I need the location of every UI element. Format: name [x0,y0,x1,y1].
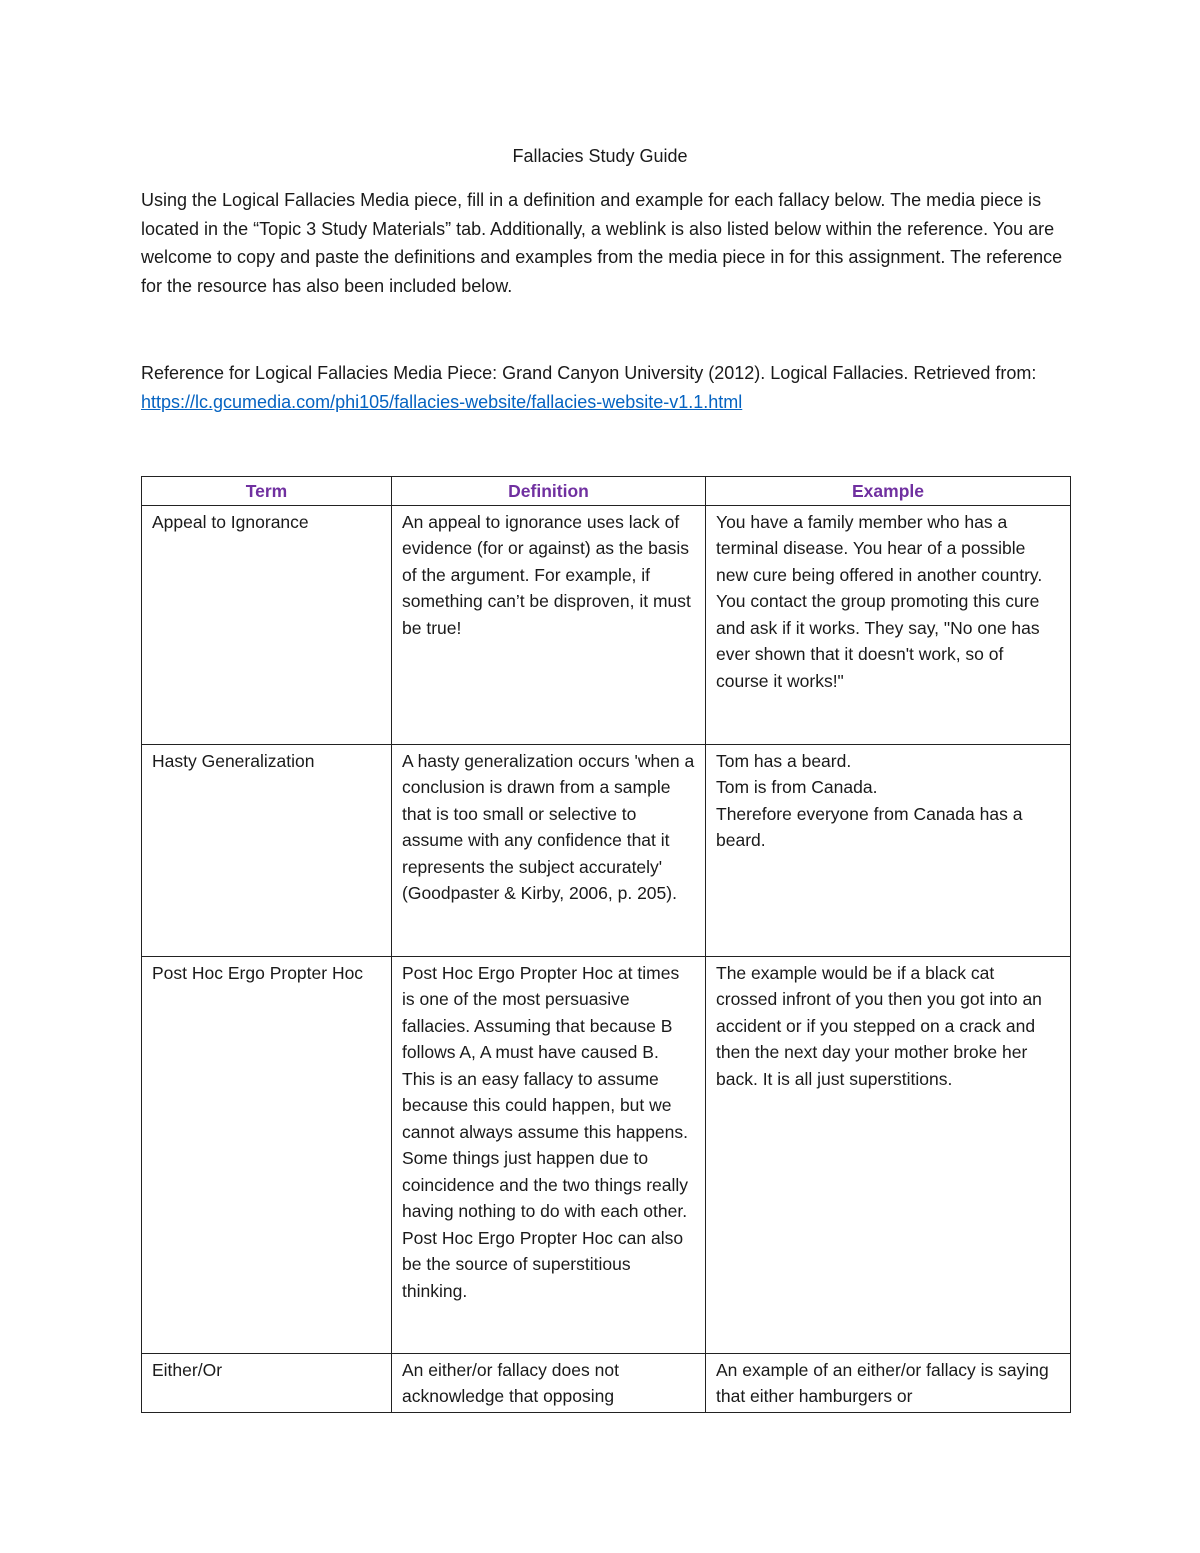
definition-cell: An either/or fallacy does not acknowledge that opposing [392,1353,706,1412]
header-term: Term [142,477,392,506]
example-cell: The example would be if a black cat crossed infront of you then you got into an accident or if you stepped on a crack and then the next day your mother broke her back. It is all just superstitions. [706,956,1071,1353]
definition-cell: Post Hoc Ergo Propter Hoc at times is one of the most persuasive fallacies. Assuming that because B follows A, A must have caused B. This is an easy fallacy to assume because this could happen, but we cannot always assume this happens. Some things just happen due to coincidence and the two things really having nothing to do with each other. Post Hoc Ergo Propter Hoc can also be the source of superstitious thinking. [392,956,706,1353]
table-header-row [142,477,1071,506]
term-cell: Appeal to Ignorance [142,505,392,744]
table-row [142,744,1071,956]
reference-text: Reference for Logical Fallacies Media Piece: Grand Canyon University (2012). Logical Fallacies. Retrieved from: [141,363,1037,383]
intro-paragraph: Using the Logical Fallacies Media piece, fill in a definition and example for each fallacy below. The media piece is located in the “Topic 3 Study Materials” tab. Additionally, a weblink is also listed below within the reference. You are welcome to copy and paste the definitions and examples from the media piece in for this assignment. The reference for the resource has also been included below. [141,190,1063,297]
example-cell: You have a family member who has a terminal disease. You hear of a possible new cure being offered in another country. You contact the group promoting this cure and ask if it works. They say, "No one has ever shown that it doesn't work, so of course it works!" [706,505,1071,744]
term-cell: Post Hoc Ergo Propter Hoc [142,956,392,1353]
example-cell: An example of an either/or fallacy is saying that either hamburgers or [706,1353,1071,1412]
definition-cell: An appeal to ignorance uses lack of evidence (for or against) as the basis of the argument. For example, if something can’t be disproven, it must be true! [392,505,706,744]
document-title: Fallacies Study Guide [512,146,688,166]
fallacies-table [141,476,1071,1413]
table-row [142,505,1071,744]
reference-link[interactable]: https://lc.gcumedia.com/phi105/fallacies-website/fallacies-website-v1.1.html [141,391,743,412]
definition-cell: A hasty generalization occurs 'when a conclusion is drawn from a sample that is too small or selective to assume with any confidence that it represents the subject accurately' (Goodpaster & Kirby, 2006, p. 205). [392,744,706,956]
header-example: Example [706,477,1071,506]
reference-paragraph [141,359,1071,416]
term-cell: Either/Or [142,1353,392,1412]
term-cell: Hasty Generalization [142,744,392,956]
header-definition: Definition [392,477,706,506]
table-row [142,1353,1071,1412]
table-row [142,956,1071,1353]
example-cell: Tom has a beard. Tom is from Canada. Therefore everyone from Canada has a beard. [706,744,1071,956]
